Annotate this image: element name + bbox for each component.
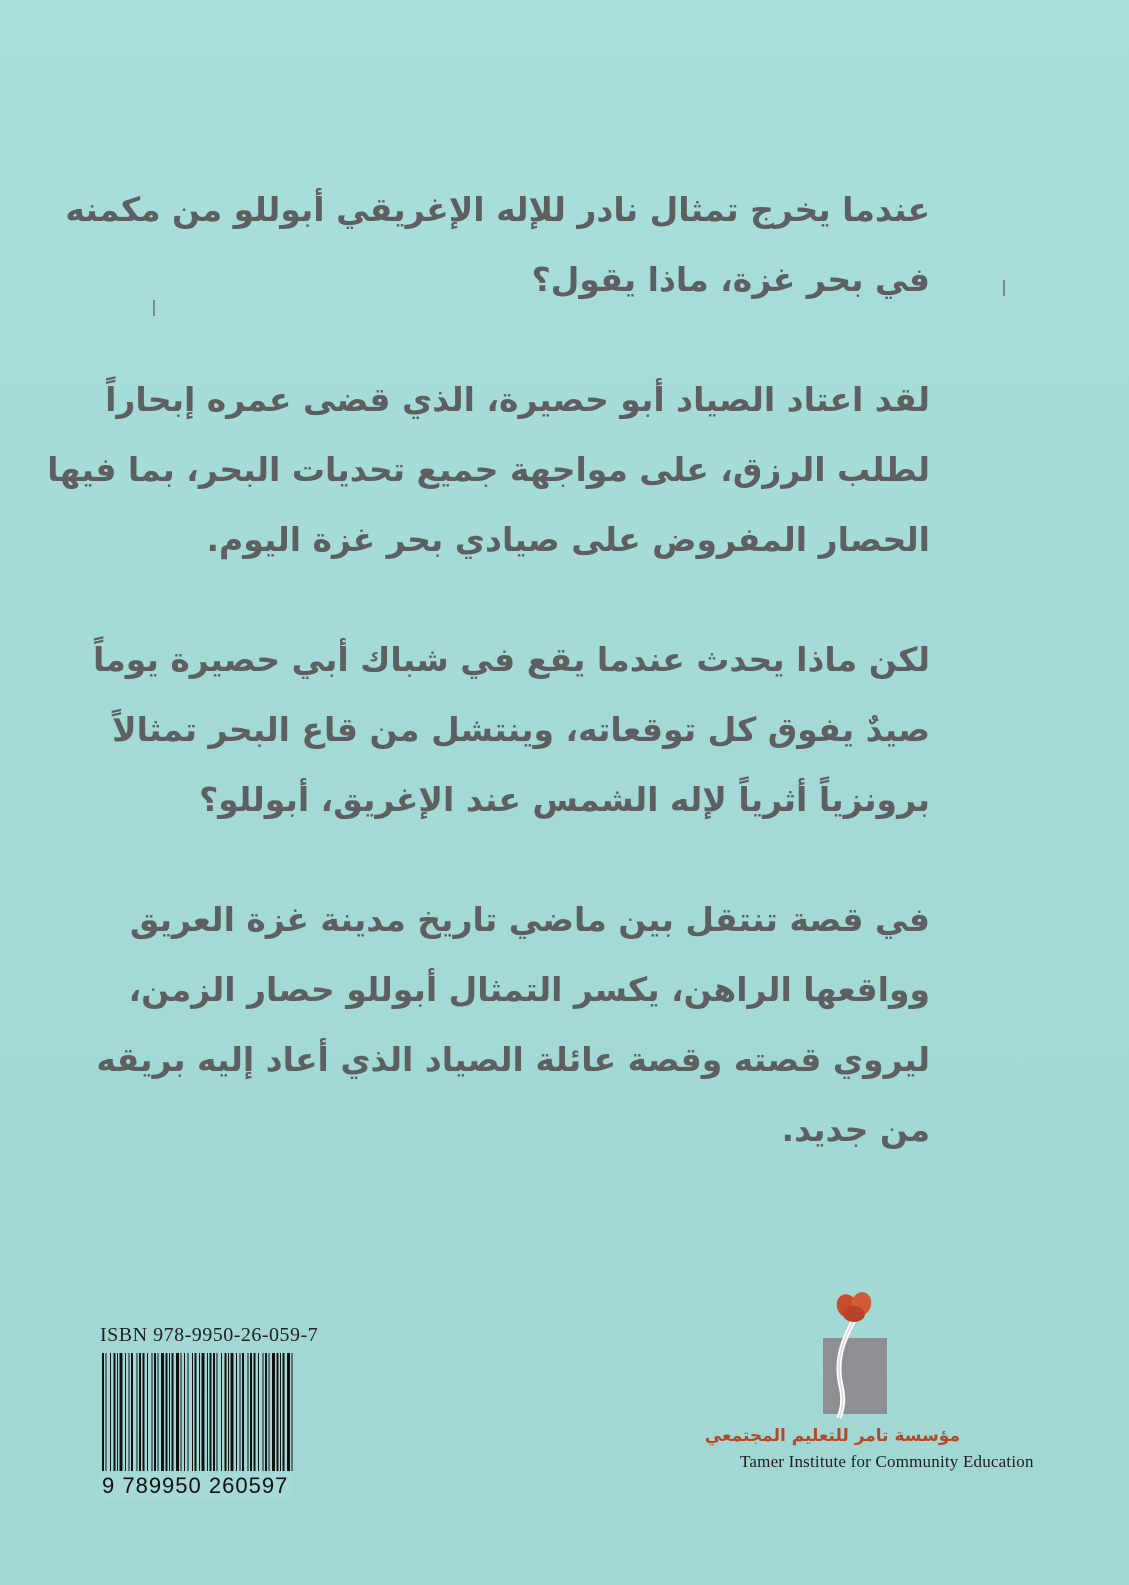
isbn-label: ISBN 978-9950-26-059-7 xyxy=(100,1324,319,1346)
barcode xyxy=(100,1353,296,1498)
blurb-line: لقد اعتاد الصياد أبو حصيرة، الذي قضى عمره إبحاراً xyxy=(105,380,930,419)
crop-mark xyxy=(1003,280,1005,296)
blurb-paragraph xyxy=(96,885,930,1165)
barcode-icon xyxy=(100,1353,296,1483)
blurb-line: في بحر غزة، ماذا يقول؟ xyxy=(531,260,930,299)
blurb-paragraph xyxy=(47,365,930,575)
blurb-line: وواقعها الراهن، يكسر التمثال أبوللو حصار الزمن، xyxy=(128,970,930,1009)
barcode-digits: 9 789950 260597 xyxy=(102,1473,289,1498)
blurb-line: الحصار المفروض على صيادي بحر غزة اليوم. xyxy=(206,520,930,559)
crop-mark xyxy=(153,300,155,316)
blurb-line: لطلب الرزق، على مواجهة جميع تحديات البحر، بما فيها xyxy=(47,450,930,489)
blurb-paragraph xyxy=(65,175,930,315)
publisher-logo xyxy=(704,1290,1034,1472)
publisher-name-english: Tamer Institute for Community Education xyxy=(740,1452,1034,1471)
blurb-line: من جديد. xyxy=(781,1110,930,1149)
blurb-line: برونزياً أثرياً لإله الشمس عند الإغريق، أبوللو؟ xyxy=(199,780,930,819)
blurb-paragraph xyxy=(92,625,930,835)
publisher-name-arabic: مؤسسة تامر للتعليم المجتمعي xyxy=(704,1426,960,1446)
flower-logo-icon xyxy=(795,1290,905,1420)
blurb-line: في قصة تنتقل بين ماضي تاريخ مدينة غزة العريق xyxy=(129,900,930,939)
blurb-line: ليروي قصته وقصة عائلة الصياد الذي أعاد إليه بريقه xyxy=(96,1040,930,1079)
blurb-line: صيدٌ يفوق كل توقعاته، وينتشل من قاع البحر تمثالاً xyxy=(112,710,930,749)
blurb-line: لكن ماذا يحدث عندما يقع في شباك أبي حصيرة يوماً xyxy=(92,640,930,679)
blurb-line: عندما يخرج تمثال نادر للإله الإغريقي أبوللو من مكمنه xyxy=(65,190,930,229)
blurb-text xyxy=(47,175,930,1215)
isbn-block xyxy=(100,1324,319,1498)
